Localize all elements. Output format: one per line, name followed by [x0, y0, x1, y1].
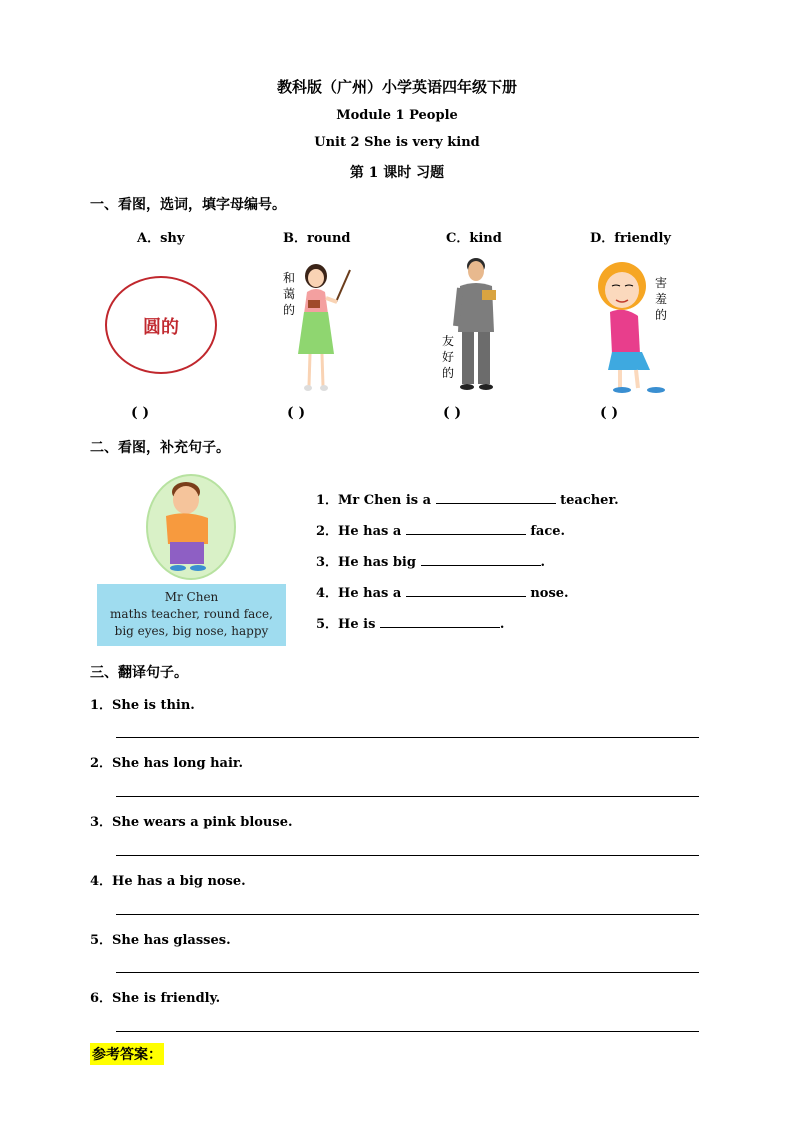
section2-heading: 二、看图，补充句子。 — [90, 440, 230, 456]
man-gray-suit-picture — [452, 256, 506, 394]
unit-title: Unit 2 She is very kind — [314, 135, 480, 150]
answer-line[interactable] — [116, 796, 699, 797]
circle-label: 圆的 — [143, 317, 179, 338]
sentence-4 — [316, 582, 569, 601]
blank-field[interactable] — [406, 584, 526, 597]
answer-paren-1[interactable]: ( ) — [131, 405, 150, 421]
blank-field[interactable] — [380, 615, 500, 628]
answer-line[interactable] — [116, 855, 699, 856]
translate-item-3: 3．She wears a pink blouse. — [90, 815, 293, 830]
answer-line[interactable] — [116, 914, 699, 915]
translate-item-5: 5．She has glasses. — [90, 933, 231, 948]
lesson-title: 第 1 课时 习题 — [349, 165, 445, 181]
teacher-woman-picture — [290, 262, 360, 394]
sentence-text: He has a — [338, 586, 406, 601]
option-b: B．round — [283, 231, 351, 246]
answer-paren-4[interactable]: ( ) — [600, 405, 619, 421]
sentence-3 — [316, 551, 545, 570]
answer-paren-3[interactable]: ( ) — [443, 405, 462, 421]
sentence-text: He has big — [338, 555, 421, 570]
sentence-2 — [316, 520, 565, 539]
doc-title: 教科版（广州）小学英语四年级下册 — [276, 78, 517, 96]
blank-field[interactable] — [436, 491, 556, 504]
sentence-text: face. — [525, 524, 566, 539]
label-kind: 和蔼的 — [283, 271, 296, 317]
blank-field[interactable] — [421, 553, 541, 566]
sentence-text: Mr Chen is a — [338, 493, 436, 508]
sentence-text: . — [499, 617, 505, 632]
module-title: Module 1 People — [336, 108, 458, 123]
card-name: Mr Chen — [164, 590, 219, 604]
sentence-text: nose. — [525, 586, 569, 601]
option-c: C．kind — [446, 231, 502, 246]
translate-item-6: 6．She is friendly. — [90, 991, 221, 1006]
sentence-num: 4． — [316, 586, 339, 601]
section1-heading: 一、看图，选词，填字母编号。 — [90, 197, 286, 213]
sentence-text: He is — [338, 617, 380, 632]
answer-key-label: 参考答案： — [90, 1043, 164, 1065]
blank-field[interactable] — [406, 522, 526, 535]
answer-line[interactable] — [116, 1031, 699, 1032]
sentence-num: 2． — [316, 524, 339, 539]
section3-heading: 三、翻译句子。 — [90, 665, 188, 681]
answer-paren-2[interactable]: ( ) — [287, 405, 306, 421]
card-line-3: big eyes, big nose, happy — [114, 624, 269, 638]
label-friendly: 友好的 — [442, 334, 455, 380]
sentence-num: 3． — [316, 555, 339, 570]
translate-item-1: 1．She is thin. — [90, 698, 195, 713]
option-d: D．friendly — [590, 231, 671, 246]
card-line-2: maths teacher, round face, — [110, 607, 273, 621]
mr-chen-info-card — [97, 584, 286, 646]
translate-item-2: 2．She has long hair. — [90, 756, 244, 771]
option-a: A．shy — [137, 231, 185, 246]
answer-line[interactable] — [116, 972, 699, 973]
mr-chen-picture — [146, 474, 236, 580]
label-shy: 害羞的 — [655, 276, 668, 322]
sentence-num: 1． — [316, 493, 339, 508]
answer-line[interactable] — [116, 737, 699, 738]
sentence-num: 5． — [316, 617, 339, 632]
sentence-text: teacher. — [555, 493, 619, 508]
sentence-1 — [316, 489, 619, 508]
sentence-text: . — [540, 555, 546, 570]
sentence-text: He has a — [338, 524, 406, 539]
translate-item-4: 4．He has a big nose. — [90, 874, 246, 889]
sentence-5 — [316, 613, 504, 632]
